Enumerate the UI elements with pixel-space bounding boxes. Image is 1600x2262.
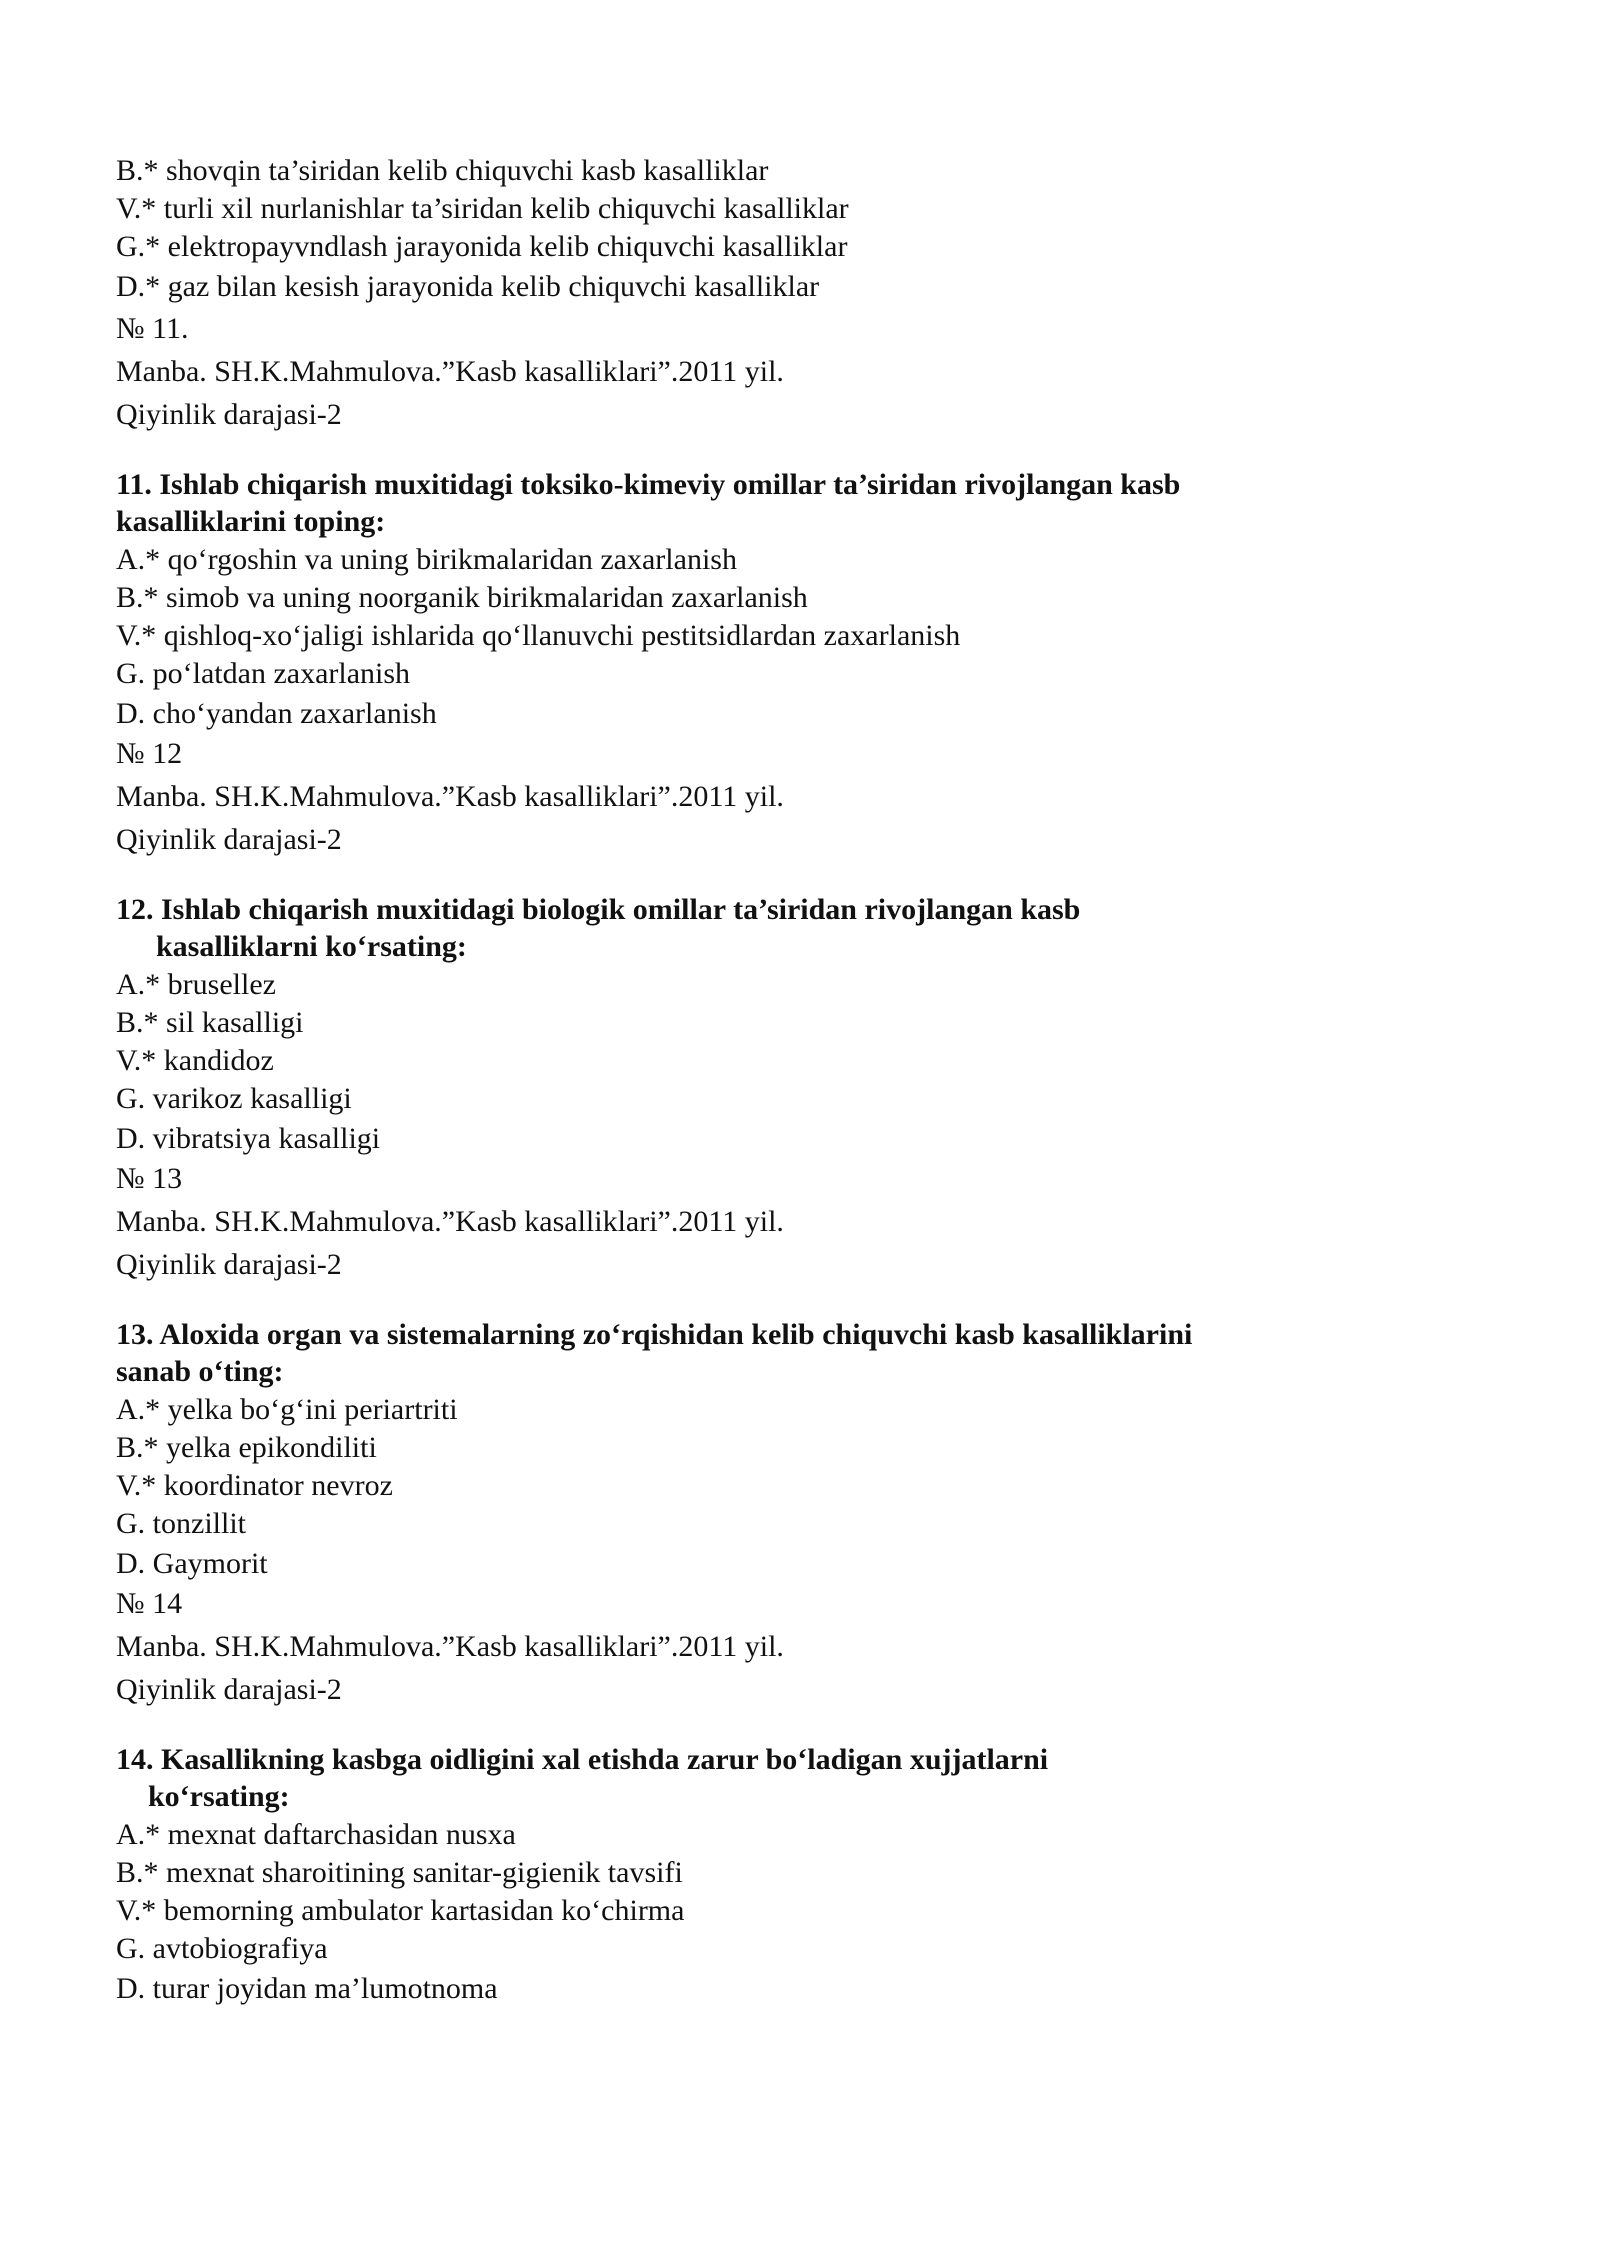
option-line: G. avtobiografiya xyxy=(116,1932,328,1965)
source-line: Manba. SH.K.Mahmulova.”Kasb kasalliklari”.2011 yil. xyxy=(116,780,784,813)
option-line: V.* kandidoz xyxy=(116,1044,274,1077)
option-line: V.* koordinator nevroz xyxy=(116,1469,393,1502)
question-title: 14. Kasallikning kasbga oidligini xal etishda zarur bo‘ladigan xujjatlarni xyxy=(116,1743,1049,1776)
difficulty-line: Qiyinlik darajasi-2 xyxy=(116,823,342,856)
question-title: 12. Ishlab chiqarish muxitidagi biologik omillar ta’siridan rivojlangan kasb xyxy=(116,893,1081,926)
option-line: B.* shovqin ta’siridan kelib chiquvchi kasb kasalliklar xyxy=(116,154,769,187)
difficulty-line: Qiyinlik darajasi-2 xyxy=(116,1673,342,1706)
source-line: Manba. SH.K.Mahmulova.”Kasb kasalliklari”.2011 yil. xyxy=(116,1630,784,1663)
question-title-cont: sanab o‘ting: xyxy=(116,1355,284,1388)
option-line: V.* qishloq-xo‘jaligi ishlarida qo‘llanuvchi pestitsidlardan zaxarlanish xyxy=(116,619,961,652)
option-line: V.* turli xil nurlanishlar ta’siridan kelib chiquvchi kasalliklar xyxy=(116,192,849,225)
option-line: A.* mexnat daftarchasidan nusxa xyxy=(116,1818,516,1851)
question-title: 11. Ishlab chiqarish muxitidagi toksiko-kimeviy omillar ta’siridan rivojlangan kasb xyxy=(116,468,1181,501)
option-line: D. cho‘yandan zaxarlanish xyxy=(116,697,437,730)
question-number: № 13 xyxy=(116,1162,183,1195)
option-line: A.* yelka bo‘g‘ini periartriti xyxy=(116,1393,458,1426)
difficulty-line: Qiyinlik darajasi-2 xyxy=(116,1248,342,1281)
option-line: D. vibratsiya kasalligi xyxy=(116,1122,381,1155)
source-line: Manba. SH.K.Mahmulova.”Kasb kasalliklari”.2011 yil. xyxy=(116,1205,784,1238)
option-line: D. turar joyidan ma’lumotnoma xyxy=(116,1972,498,2005)
option-line: B.* simob va uning noorganik birikmalaridan zaxarlanish xyxy=(116,581,808,614)
question-number: № 11. xyxy=(116,312,189,345)
option-line: G. varikoz kasalligi xyxy=(116,1082,352,1115)
question-number: № 14 xyxy=(116,1587,183,1620)
difficulty-line: Qiyinlik darajasi-2 xyxy=(116,398,342,431)
option-line: G.* elektropayvndlash jarayonida kelib chiquvchi kasalliklar xyxy=(116,230,848,263)
question-title-cont: kasalliklarini toping: xyxy=(116,505,386,538)
option-line: B.* sil kasalligi xyxy=(116,1006,304,1039)
option-line: A.* brusellez xyxy=(116,968,276,1001)
option-line: V.* bemorning ambulator kartasidan ko‘chirma xyxy=(116,1894,685,1927)
question-title: 13. Aloxida organ va sistemalarning zo‘rqishidan kelib chiquvchi kasb kasalliklarini xyxy=(116,1318,1193,1351)
option-line: G. po‘latdan zaxarlanish xyxy=(116,657,411,690)
question-number: № 12 xyxy=(116,737,183,770)
option-line: D. Gaymorit xyxy=(116,1547,268,1580)
option-line: B.* mexnat sharoitining sanitar-gigienik tavsifi xyxy=(116,1856,683,1889)
option-line: B.* yelka epikondiliti xyxy=(116,1431,377,1464)
option-line: G. tonzillit xyxy=(116,1507,246,1540)
source-line: Manba. SH.K.Mahmulova.”Kasb kasalliklari”.2011 yil. xyxy=(116,355,784,388)
question-title-cont: ko‘rsating: xyxy=(148,1780,290,1813)
option-line: D.* gaz bilan kesish jarayonida kelib chiquvchi kasalliklar xyxy=(116,270,820,303)
option-line: A.* qo‘rgoshin va uning birikmalaridan zaxarlanish xyxy=(116,543,737,576)
question-title-cont: kasalliklarni ko‘rsating: xyxy=(156,930,467,963)
